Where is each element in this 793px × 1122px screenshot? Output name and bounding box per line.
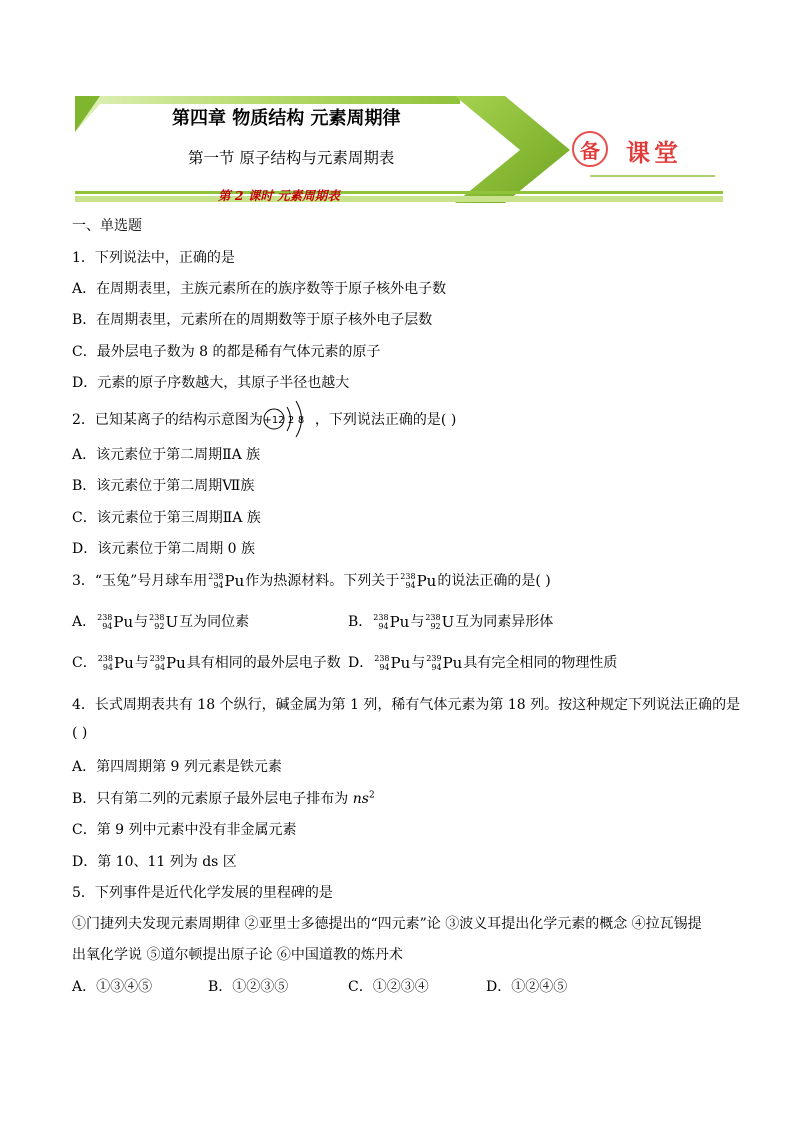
q2-stem-before: 2．已知某离子的结构示意图为 xyxy=(72,412,263,428)
iso-symbol: Pu xyxy=(442,654,463,672)
q1-option-d: D．元素的原子序数越大，其原子半径也越大 xyxy=(72,375,350,391)
electron-config: ns xyxy=(352,791,369,807)
q2-option-d: D．该元素位于第二周期 0 族 xyxy=(72,541,256,557)
ion-shell-2: 8 xyxy=(297,415,305,426)
isotope-pu239 xyxy=(426,654,462,672)
ion-shell-1: 2 xyxy=(287,415,295,426)
iso-z: 94 xyxy=(102,663,113,672)
iso-mass: 239 xyxy=(149,654,166,663)
iso-symbol: Pu xyxy=(113,613,134,631)
iso-symbol: Pu xyxy=(224,572,245,590)
lesson-title: 第 2 课时 元素周期表 xyxy=(218,188,340,203)
q4-option-d: D．第 10、11 列为 ds 区 xyxy=(72,854,237,870)
iso-symbol: U xyxy=(441,613,455,631)
q1-option-b: B．在周期表里，元素所在的周期数等于原子核外电子层数 xyxy=(72,312,433,328)
iso-mass: 238 xyxy=(374,654,390,663)
option-text: 互为同位素 xyxy=(179,614,250,630)
q4-stem-line2: ( ) xyxy=(72,725,88,741)
iso-mass: 238 xyxy=(400,572,416,581)
iso-z: 92 xyxy=(154,622,165,631)
q3-option-c xyxy=(72,652,341,672)
chapter-title: 第四章 物质结构 元素周期律 xyxy=(172,108,401,129)
electron-config-sup: 2 xyxy=(368,790,375,801)
q4-option-a: A．第四周期第 9 列元素是铁元素 xyxy=(72,759,282,775)
iso-symbol: U xyxy=(165,613,179,631)
isotope-pu239 xyxy=(150,654,186,672)
q3-stem xyxy=(72,570,551,590)
iso-z: 94 xyxy=(431,663,442,672)
iso-z: 94 xyxy=(405,581,416,590)
ion-structure-diagram xyxy=(263,397,315,441)
option-letter: D． xyxy=(348,655,374,671)
iso-mass: 239 xyxy=(426,654,442,663)
brand-text: 课堂 xyxy=(626,139,682,167)
option-letter: C． xyxy=(72,655,97,671)
q5-option-c: C．①②③④ xyxy=(348,979,429,995)
iso-z: 94 xyxy=(102,622,113,631)
option-connector: 与 xyxy=(134,614,149,630)
q4-option-c: C．第 9 列中元素中没有非金属元素 xyxy=(72,822,297,838)
iso-symbol: Pu xyxy=(114,654,134,672)
iso-z: 94 xyxy=(154,663,166,672)
isotope-u238 xyxy=(425,613,454,631)
q3-stem-part-b: 作为热源材料。下列关于 xyxy=(245,573,400,589)
ion-nucleus: +12 xyxy=(263,415,285,426)
brand-logo xyxy=(570,131,710,171)
q3-stem-part-c: 的说法正确的是( ) xyxy=(437,573,551,589)
q4-stem-line1: 4．长式周期表共有 18 个纵行，碱金属为第 1 列，稀有气体元素为第 18 列。按这种规定下列说法正确的是 xyxy=(72,697,741,713)
iso-mass: 238 xyxy=(425,613,441,622)
q4-option-b xyxy=(72,788,375,808)
q5-option-b: B．①②③⑤ xyxy=(208,979,289,995)
iso-z: 92 xyxy=(430,622,441,631)
option-letter: B． xyxy=(348,614,373,630)
iso-z: 94 xyxy=(213,581,224,590)
isotope-pu238 xyxy=(373,613,409,631)
q5-stem: 5．下列事件是近代化学发展的里程碑的是 xyxy=(72,885,333,901)
option-connector: 与 xyxy=(411,655,426,671)
option-text: B．只有第二列的元素原子最外层电子排布为 xyxy=(72,791,353,807)
isotope-pu238 xyxy=(208,572,244,590)
iso-symbol: Pu xyxy=(166,654,186,672)
isotope-pu238 xyxy=(98,654,134,672)
page-header xyxy=(0,0,793,210)
iso-mass: 238 xyxy=(97,654,113,663)
iso-mass: 238 xyxy=(208,572,224,581)
q3-option-a xyxy=(72,611,249,631)
q2-option-a: A．该元素位于第二周期ⅡA 族 xyxy=(72,447,261,463)
isotope-pu238 xyxy=(97,613,133,631)
q1-stem: 1．下列说法中，正确的是 xyxy=(72,250,235,266)
q1-option-c: C．最外层电子数为 8 的都是稀有气体元素的原子 xyxy=(72,344,381,360)
q5-option-a: A．①③④⑤ xyxy=(72,979,153,995)
q3-option-b xyxy=(348,611,553,631)
option-text: 具有相同的最外层电子数 xyxy=(186,655,341,671)
iso-symbol: Pu xyxy=(416,572,437,590)
brand-char: 备 xyxy=(572,131,608,167)
section-heading: 一、单选题 xyxy=(72,218,142,234)
iso-symbol: Pu xyxy=(389,613,410,631)
iso-mass: 238 xyxy=(97,613,113,622)
option-text: 具有完全相同的物理性质 xyxy=(463,655,618,671)
iso-mass: 238 xyxy=(149,613,165,622)
iso-z: 94 xyxy=(379,663,390,672)
q2-stem-after: ，下列说法正确的是( ) xyxy=(314,412,457,428)
iso-z: 94 xyxy=(378,622,389,631)
q3-stem-part-a: 3．“玉兔”号月球车用 xyxy=(72,573,208,589)
option-letter: A． xyxy=(72,614,97,630)
q3-option-d xyxy=(348,652,617,672)
isotope-u238 xyxy=(149,613,178,631)
section-title: 第一节 原子结构与元素周期表 xyxy=(188,149,395,167)
option-text: 互为同素异形体 xyxy=(455,614,554,630)
iso-mass: 238 xyxy=(373,613,389,622)
isotope-pu238 xyxy=(400,572,436,590)
q2-option-b: B．该元素位于第二周期Ⅶ族 xyxy=(72,478,255,494)
q2-option-c: C．该元素位于第三周期ⅡA 族 xyxy=(72,510,261,526)
q1-option-a: A．在周期表里，主族元素所在的族序数等于原子核外电子数 xyxy=(72,281,447,297)
q5-items-line2: 出氧化学说 ⑤道尔顿提出原子论 ⑥中国道教的炼丹术 xyxy=(72,947,403,963)
iso-symbol: Pu xyxy=(390,654,411,672)
isotope-pu238 xyxy=(374,654,410,672)
q5-option-d: D．①②④⑤ xyxy=(486,979,568,995)
option-connector: 与 xyxy=(134,655,149,671)
q2-stem xyxy=(72,397,456,441)
option-connector: 与 xyxy=(410,614,425,630)
q5-items-line1: ①门捷列夫发现元素周期律 ②亚里士多德提出的“四元素”论 ③波义耳提出化学元素的概念 ④拉瓦锡提 xyxy=(72,916,702,932)
